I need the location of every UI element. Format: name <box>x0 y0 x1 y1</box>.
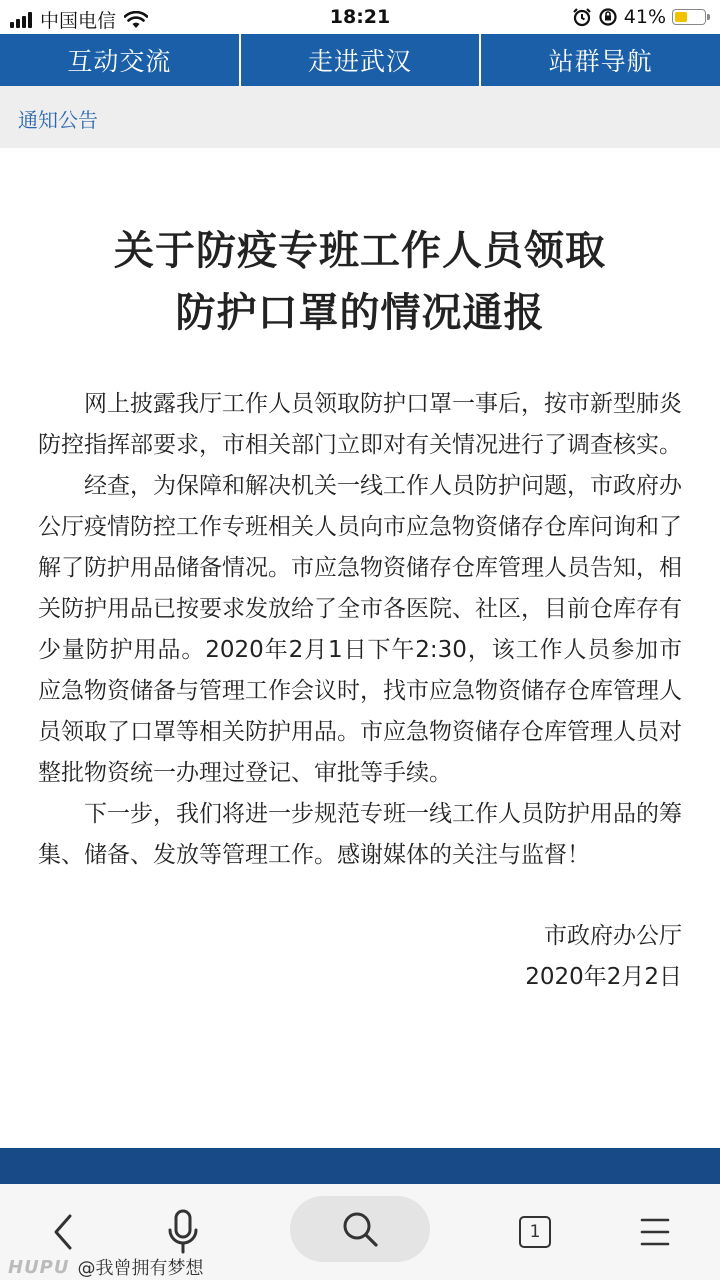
paragraph: 下一步，我们将进一步规范专班一线工作人员防护用品的筹集、储备、发放等管理工作。感谢媒体的关注与监督！ <box>38 801 682 868</box>
tab-count: 1 <box>529 1222 541 1242</box>
title-line-2: 防护口罩的情况通报 <box>175 290 545 336</box>
tab-interaction[interactable]: 互动交流 <box>67 47 172 76</box>
battery-icon <box>672 9 706 25</box>
search-button[interactable] <box>290 1196 430 1262</box>
menu-button[interactable] <box>622 1184 688 1280</box>
signature <box>38 916 682 998</box>
carrier-label: 中国电信 <box>40 10 117 32</box>
title-line-1: 关于防疫专班工作人员领取 <box>114 228 606 274</box>
alarm-icon <box>572 7 592 27</box>
clock: 18:21 <box>329 6 391 28</box>
article <box>38 148 682 998</box>
paragraph: 网上披露我厅工作人员领取防护口罩一事后，按市新型肺炎防控指挥部要求，市相关部门立即对有关情况进行了调查核实。 <box>38 391 682 458</box>
signature-date: 2020年2月2日 <box>525 964 682 990</box>
status-bar <box>0 0 720 34</box>
tab-site-nav[interactable]: 站群导航 <box>479 34 720 86</box>
rotation-lock-icon <box>598 7 618 27</box>
tabs-button[interactable] <box>502 1184 568 1280</box>
watermark-user: @我曾拥有梦想 <box>77 1258 204 1279</box>
footer-band <box>0 1148 720 1184</box>
article-body <box>38 384 682 876</box>
tab-about-wuhan[interactable]: 走进武汉 <box>239 34 480 86</box>
tab-count-icon <box>519 1216 551 1248</box>
search-icon <box>341 1210 379 1248</box>
breadcrumb-bar <box>0 86 720 148</box>
watermark <box>8 1254 204 1280</box>
article-title <box>38 220 682 344</box>
menu-icon <box>639 1217 671 1247</box>
breadcrumb-link[interactable]: 通知公告 <box>18 108 98 132</box>
paragraph: 经查，为保障和解决机关一线工作人员防护问题，市政府办公厅疫情防控工作专班相关人员向市应急物资储存仓库问询和了解了防护用品储备情况。市应急物资储存仓库管理人员告知，相关防护用品已按要求发放给了全市各医院、社区，目前仓库存有少量防护用品。2020年2月1日下午2:30，该工作人员参加市应急物资储备与管理工作会议时，找市应急物资储存仓库管理人员领取了口罩等相关防护用品。市应急物资储存仓库管理人员对整批物资统一办理过登记、审批等手续。 <box>38 473 682 786</box>
signature-org: 市政府办公厅 <box>544 923 682 949</box>
watermark-brand: HUPU <box>8 1256 70 1278</box>
microphone-icon <box>165 1208 201 1256</box>
battery-percent: 41% <box>623 6 666 28</box>
top-nav <box>0 34 720 86</box>
chevron-left-icon <box>48 1212 78 1252</box>
